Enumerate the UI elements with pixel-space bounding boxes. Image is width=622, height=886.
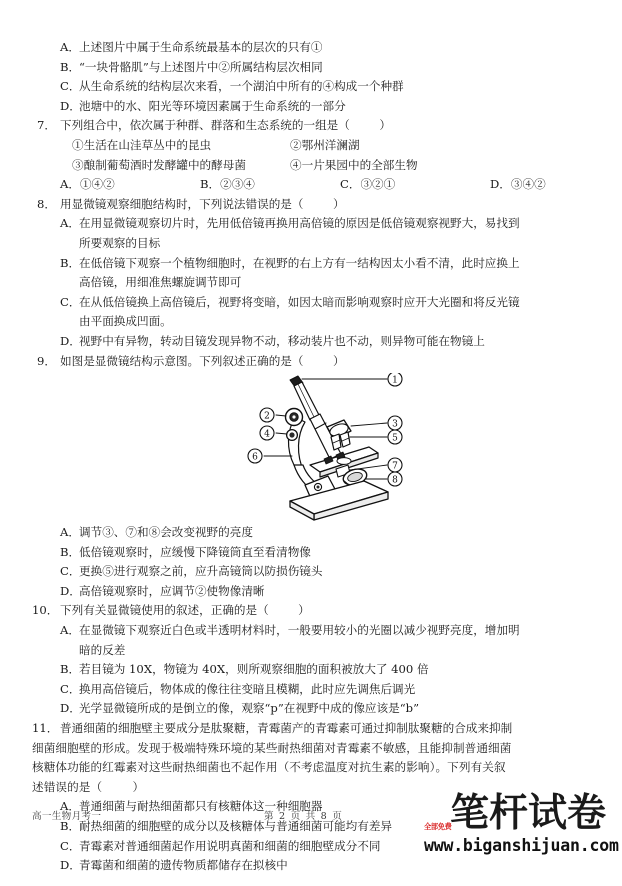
figure-label-3 — [388, 416, 402, 430]
svg-text:5: 5 — [392, 433, 398, 444]
question-stem: 下列组合中，依次属于种群、群落和生态系统的一组是（ ） — [60, 118, 391, 133]
option-text: 普通细菌与耐热细菌都只有核糖体这一种细胞器 — [79, 799, 323, 814]
question-stem-line: 述错误的是（ ） — [32, 779, 145, 794]
svg-text:8: 8 — [392, 475, 398, 486]
option-text: 视野中有异物，转动目镜发现异物不动，移动装片也不动，则异物可能在物镜上 — [79, 333, 485, 348]
watermark-url: www.biganshijuan.com — [424, 836, 619, 855]
figure-label-2 — [260, 408, 274, 422]
svg-text:6: 6 — [252, 452, 258, 463]
question-stem-row — [32, 116, 588, 136]
option-row — [32, 523, 588, 543]
option-text: 青霉素对普通细菌起作用说明真菌和细菌的细胞壁成分不同 — [79, 838, 381, 853]
option-letter: A． — [60, 799, 80, 814]
choice-d: D．③④② — [490, 177, 546, 192]
question-number: 8． — [37, 196, 56, 211]
option-row — [32, 543, 588, 563]
footer-subject: 高一生物月考一 — [32, 811, 102, 822]
option-letter: D． — [60, 701, 81, 716]
option-letter: D． — [60, 98, 81, 113]
option-text: 在显微镜下观察近白色或半透明材料时，一般要用较小的光圈以减少视野亮度，增加明 — [79, 623, 520, 638]
page-content — [32, 38, 588, 876]
option-letter: D． — [60, 583, 81, 598]
option-text: 调节③、⑦和⑧会改变视野的亮度 — [79, 525, 253, 540]
figure-container — [32, 373, 588, 523]
svg-text:7: 7 — [392, 461, 398, 472]
option-row — [32, 254, 588, 274]
option-row — [32, 332, 588, 352]
watermark — [424, 792, 622, 870]
question-10 — [32, 601, 588, 719]
option-row — [32, 582, 588, 602]
choice-c: C．③②① — [340, 177, 396, 192]
option-text: 低倍镜观察时，应缓慢下降镜筒直至看清物像 — [79, 544, 311, 559]
option-text: 青霉菌和细菌的遗传物质都储存在拟核中 — [79, 858, 288, 873]
svg-text:3: 3 — [392, 419, 398, 430]
option-letter: C． — [60, 681, 81, 696]
option-text: 从生命系统的结构层次来看，一个湖泊中所有的④构成一个种群 — [79, 79, 404, 94]
figure-label-8 — [388, 472, 402, 486]
figure-label-6 — [248, 449, 262, 463]
option-letter: D． — [60, 858, 81, 873]
question-number: 10． — [32, 603, 59, 618]
option-letter: B． — [60, 59, 81, 74]
option-letter: C． — [60, 294, 81, 309]
question-9 — [32, 352, 588, 602]
watermark-title: 笔杆试卷 — [450, 791, 607, 836]
option-text: 上述图片中属于生命系统最基本的层次的只有① — [79, 40, 323, 54]
option-letter: C． — [60, 838, 81, 853]
svg-text:2: 2 — [264, 411, 270, 422]
option-text: 池塘中的水、阳光等环境因素属于生命系统的一部分 — [79, 98, 346, 113]
question-stem: 下列有关显微镜使用的叙述，正确的是（ ） — [60, 603, 310, 618]
option-letter: C． — [60, 79, 81, 94]
option-row — [32, 97, 588, 117]
option-letter: D． — [60, 333, 81, 348]
option-text: 高倍镜观察时，应调节②使物像清晰 — [79, 583, 265, 598]
option-text: 若目镜为 10X，物镜为 40X，则所观察细胞的面积被放大了 400 倍 — [79, 662, 429, 677]
option-row — [32, 214, 588, 234]
subitem-right: ②鄂州洋澜湖 — [290, 137, 360, 152]
option-text: 换用高倍镜后，物体成的像往往变暗且模糊，此时应先调焦后调光 — [79, 681, 416, 696]
option-row — [32, 680, 588, 700]
question-stem-line: 普通细菌的细胞壁主要成分是肽聚糖，青霉菌产的青霉素可通过抑制肽聚糖的合成来抑制 — [60, 721, 513, 736]
option-continuation: 所要观察的目标 — [79, 235, 161, 250]
option-row — [32, 58, 588, 78]
svg-text:4: 4 — [264, 429, 270, 440]
carryover-option-block — [32, 38, 588, 116]
option-continuation: 暗的反差 — [79, 642, 126, 657]
question-subitem-row — [32, 136, 588, 156]
watermark-badge: 全部免费 — [424, 822, 452, 831]
option-row — [32, 660, 588, 680]
option-letter: B． — [60, 544, 81, 559]
option-letter: A． — [60, 623, 80, 638]
option-letter: B． — [60, 255, 81, 270]
question-stem-row — [32, 719, 588, 739]
footer-page-number: 第 2 页 共 8 页 — [264, 811, 344, 822]
choice-b: B．②③④ — [200, 177, 255, 192]
question-stem-row — [32, 601, 588, 621]
option-text: 在低倍镜下观察一个植物细胞时，在视野的右上方有一结构因太小看不清，此时应换上 — [79, 255, 520, 270]
figure-label-5 — [388, 430, 402, 444]
option-text: 在用显微镜观察切片时，先用低倍镜再换用高倍镜的原因是低倍镜观察视野大，易找到 — [79, 216, 520, 231]
question-number: 11． — [32, 721, 59, 736]
question-stem-line: 细菌细胞壁的形成。发现于极端特殊环境的某些耐热细菌对青霉素不敏感，且能抑制普通细菌 — [32, 740, 512, 755]
subitem-left: ③酿制葡萄酒时发酵罐中的酵母菌 — [72, 157, 246, 172]
svg-text:1: 1 — [392, 375, 398, 386]
figure-label-4 — [260, 426, 274, 440]
option-row — [32, 562, 588, 582]
option-text: 光学显微镜所成的是倒立的像，观察“p”在视野中成的像应该是“b” — [79, 701, 419, 716]
option-letter: C． — [60, 564, 81, 579]
option-letter: A． — [60, 525, 80, 540]
question-7 — [32, 116, 588, 194]
question-stem: 用显微镜观察细胞结构时，下列说法错误的是（ ） — [60, 196, 345, 211]
option-continuation: 由平面换成凹面。 — [79, 314, 172, 329]
subitem-right: ④一片果园中的全部生物 — [290, 157, 418, 172]
figure-label-1 — [388, 373, 402, 386]
option-row — [32, 293, 588, 313]
question-stem-line: 核糖体功能的红霉素对这些耐热细菌也不起作用（不考虑温度对抗生素的影响）。下列有关叙 — [32, 760, 506, 775]
choice-a: A．①④② — [60, 177, 115, 192]
option-row — [32, 621, 588, 641]
question-stem-row — [32, 195, 588, 215]
option-letter: B． — [60, 662, 81, 677]
figure-label-7 — [388, 458, 402, 472]
option-text: “一块骨骼肌”与上述图片中②所属结构层次相同 — [79, 59, 323, 74]
option-row — [32, 77, 588, 97]
question-choices-row — [32, 175, 588, 195]
question-number: 9． — [37, 353, 56, 368]
question-stem-row — [32, 352, 588, 372]
option-text: 耐热细菌的细胞壁的成分以及核糖体与普通细菌可能均有差异 — [79, 819, 393, 833]
microscope-diagram — [232, 373, 417, 521]
question-stem: 如图是显微镜结构示意图。下列叙述正确的是（ ） — [60, 353, 345, 368]
option-continuation: 高倍镜，用细准焦螺旋调节即可 — [79, 275, 242, 290]
question-subitem-row — [32, 156, 588, 176]
option-text: 在从低倍镜换上高倍镜后，视野将变暗，如因太暗而影响观察时应开大光圈和将反光镜 — [79, 294, 520, 309]
option-text: 更换⑤进行观察之前，应升高镜筒以防损伤镜头 — [79, 564, 323, 579]
option-row — [32, 38, 588, 58]
option-letter: A． — [60, 216, 80, 231]
option-row — [32, 699, 588, 719]
option-letter: A． — [60, 40, 80, 54]
option-letter: B． — [60, 819, 81, 833]
question-8 — [32, 195, 588, 352]
subitem-left: ①生活在山洼草丛中的昆虫 — [72, 137, 212, 152]
question-number: 7． — [37, 118, 56, 133]
